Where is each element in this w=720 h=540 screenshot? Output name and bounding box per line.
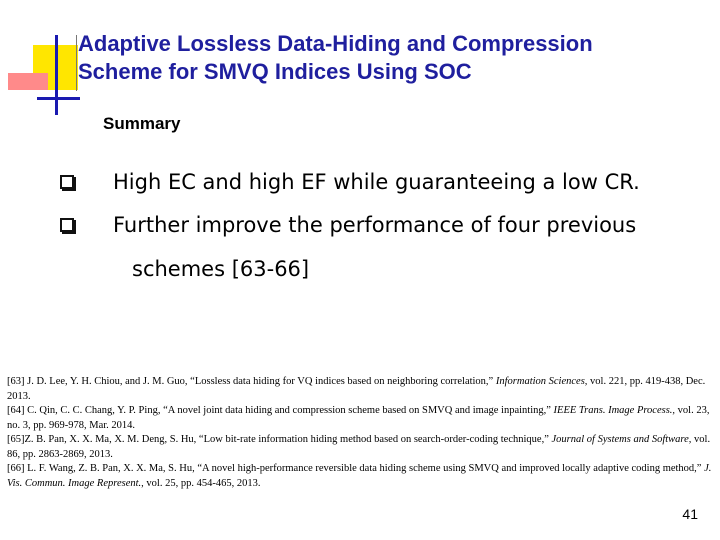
reference-text: [63] J. D. Lee, Y. H. Chiou, and J. M. Guo, “Lossless data hiding for VQ indices based on neighboring correlation,” xyxy=(7,376,496,387)
reference-details: vol. 25, pp. 454-465, 2013. xyxy=(143,477,261,489)
checkbox-bullet-icon xyxy=(60,175,74,189)
reference-journal: J. Vis. Commun. Image Represent., xyxy=(7,463,712,489)
reference-item xyxy=(7,433,712,462)
reference-item xyxy=(7,404,712,433)
reference-text: [65]Z. B. Pan, X. X. Ma, X. M. Deng, S. Hu, “Low bit-rate information hiding method based on search-order-coding technique,” xyxy=(7,434,552,445)
reference-text: [64] C. Qin, C. C. Chang, Y. P. Ping, “A novel joint data hiding and compression scheme based on SMVQ and image inpainting,” xyxy=(7,405,554,416)
bullet-text: Further improve the performance of four previous xyxy=(113,213,637,237)
reference-details: vol. 86, pp. 2863-2869, 2013. xyxy=(7,434,711,460)
bullet-item-1 xyxy=(60,167,700,197)
reference-item xyxy=(7,375,712,404)
reference-journal: Information Sciences, xyxy=(495,376,588,387)
slide-subtitle: Summary xyxy=(103,114,181,133)
reference-details: vol. 23, no. 3, pp. 969-978, Mar. 2014. xyxy=(7,405,710,431)
reference-journal: Journal of Systems and Software, xyxy=(551,434,692,445)
top-vertical-line-decoration xyxy=(76,35,77,91)
slide-title xyxy=(78,30,698,86)
red-bar-decoration xyxy=(8,73,48,90)
reference-journal: IEEE Trans. Image Process., xyxy=(553,405,676,416)
reference-item xyxy=(7,462,712,491)
page-number: 41 xyxy=(682,506,698,522)
slide-corner-decoration xyxy=(0,0,80,120)
slide-title-line-1: Adaptive Lossless Data-Hiding and Compression xyxy=(78,31,593,56)
horizontal-line-decoration xyxy=(37,97,80,100)
checkbox-bullet-icon xyxy=(60,218,74,232)
reference-text: [66] L. F. Wang, Z. B. Pan, X. X. Ma, S. Hu, “A novel high-performance reversible data hiding scheme using SMVQ and improved locally adaptive coding method,” xyxy=(7,463,705,474)
bullet-text: High EC and high EF while guaranteeing a low CR. xyxy=(113,170,640,194)
slide-title-line-2: Scheme for SMVQ Indices Using SOC xyxy=(78,59,472,84)
reference-details: vol. 221, pp. 419-438, Dec. 2013. xyxy=(7,376,706,402)
vertical-line-decoration xyxy=(55,35,58,115)
references-list xyxy=(7,375,712,491)
bullet-item-2 xyxy=(60,210,700,280)
bullet-text-continuation: schemes [63-66] xyxy=(132,257,310,281)
